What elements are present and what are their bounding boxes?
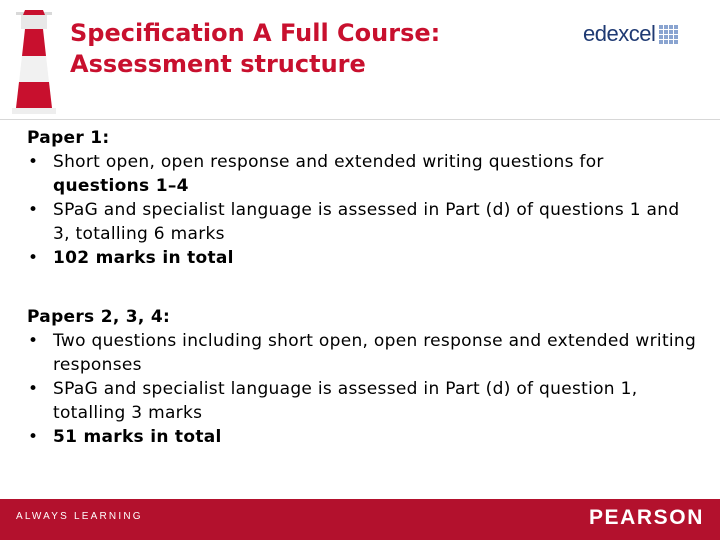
bullet-text: SPaG and specialist language is assessed in Part (d) of questions 1 and 3, totalling 6 marks bbox=[53, 200, 680, 244]
bullet-dot: • bbox=[28, 331, 39, 351]
footer-tagline: ALWAYS LEARNING bbox=[16, 511, 143, 522]
pearson-logo: PEARSON bbox=[588, 506, 704, 529]
paper-1-bullet-list bbox=[27, 150, 697, 270]
list-item bbox=[27, 377, 697, 425]
list-item bbox=[27, 329, 697, 377]
section-heading-papers-2-3-4: Papers 2, 3, 4: bbox=[27, 307, 171, 327]
bullet-dot: • bbox=[28, 427, 39, 447]
title-line-2: Assessment structure bbox=[70, 50, 366, 78]
logo-text: edexcel bbox=[583, 21, 656, 46]
list-item bbox=[27, 150, 697, 198]
section-heading-paper-1: Paper 1: bbox=[27, 128, 110, 148]
title-line-1: Specification A Full Course: bbox=[70, 19, 441, 47]
bullet-bold-text: questions 1–4 bbox=[53, 176, 189, 196]
page-title bbox=[70, 18, 440, 80]
list-item bbox=[27, 425, 697, 449]
footer-bar bbox=[0, 499, 720, 540]
bullet-text: SPaG and specialist language is assessed in Part (d) of question 1, totalling 3 marks bbox=[53, 379, 638, 423]
bullet-text: Two questions including short open, open response and extended writing responses bbox=[53, 331, 697, 375]
list-item bbox=[27, 246, 697, 270]
papers-2-3-4-bullet-list bbox=[27, 329, 697, 449]
bullet-bold-text: 102 marks in total bbox=[53, 248, 234, 268]
slide-content bbox=[27, 120, 697, 449]
bullet-dot: • bbox=[28, 379, 39, 399]
edexcel-logo bbox=[583, 20, 678, 48]
bullet-text: Short open, open response and extended writing questions for bbox=[53, 152, 604, 172]
list-item bbox=[27, 198, 697, 246]
bullet-dot: • bbox=[28, 152, 39, 172]
bullet-dot: • bbox=[28, 248, 39, 268]
bullet-dot: • bbox=[28, 200, 39, 220]
logo-grid-icon bbox=[659, 25, 678, 44]
bullet-bold-text: 51 marks in total bbox=[53, 427, 222, 447]
lighthouse-icon bbox=[12, 0, 58, 118]
